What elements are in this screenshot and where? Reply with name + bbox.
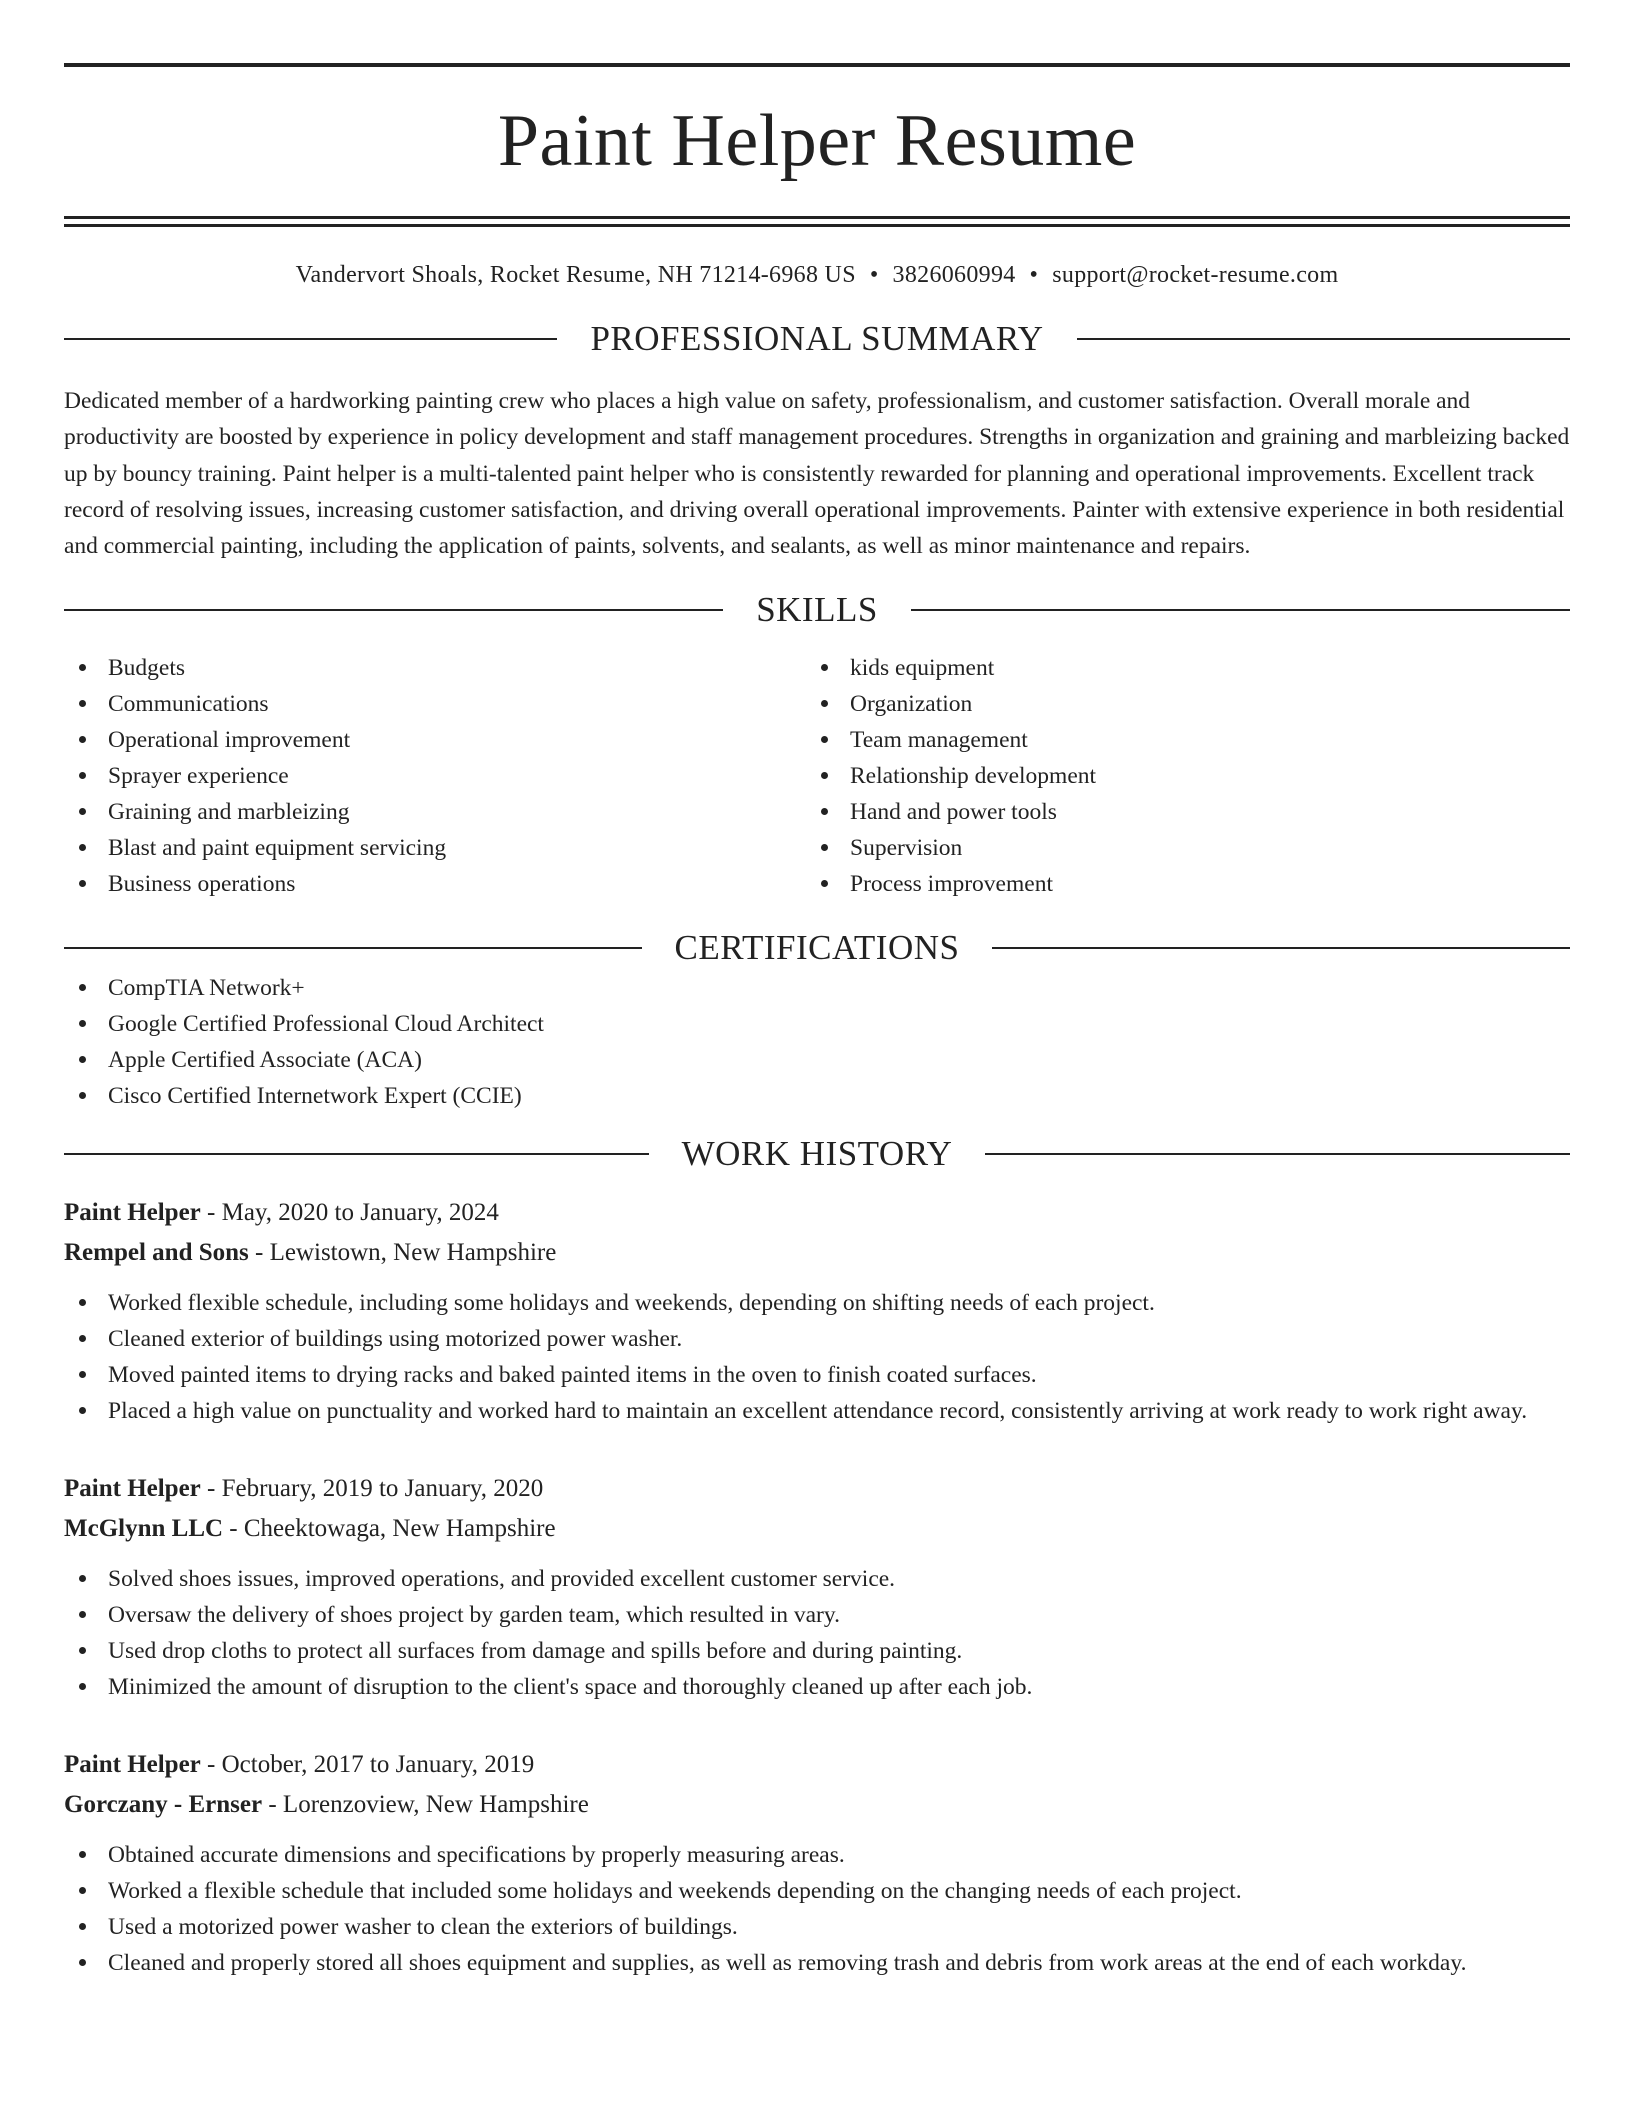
job-bullet [64, 1633, 1570, 1669]
skill-item-text: Operational improvement [108, 727, 351, 754]
bullet-dot [821, 700, 828, 707]
bullet-dot [79, 880, 86, 887]
job-bullet [64, 1597, 1570, 1633]
job-title: Paint Helper [64, 1475, 201, 1503]
bullet-dot [79, 1407, 86, 1414]
contact-phone: 3826060994 [892, 262, 1016, 288]
skill-item [64, 794, 806, 830]
heading-rule [64, 947, 642, 949]
bullet-dot [79, 1647, 86, 1654]
bullet-dot [79, 1611, 86, 1618]
job-bullets [64, 1285, 1570, 1429]
job-bullet-text: Worked flexible schedule, including some holidays and weekends, depending on shifting needs of each project. [108, 1290, 1155, 1317]
job-bullet-text: Used drop cloths to protect all surfaces from damage and spills before and during painting. [108, 1638, 963, 1665]
section-heading-skills [64, 588, 1570, 632]
skill-item-text: Sprayer experience [108, 763, 289, 790]
bullet-dot [821, 808, 828, 815]
certification-item [64, 1078, 1570, 1114]
bullet-dot [79, 1056, 86, 1063]
skills-column-left [64, 650, 806, 902]
contact-address: Vandervort Shoals, Rocket Resume, NH 71214-6968 US [295, 262, 856, 288]
job-company-line [64, 1233, 1570, 1273]
section-title: SKILLS [756, 590, 878, 630]
summary-text: Dedicated member of a hardworking painting crew who places a high value on safety, professionalism, and customer satisfaction. Overall morale and productivity are boosted by experience in policy development and staff management procedures. Strengths in organization and graining and marbleizing backed up by bouncy training. Paint helper is a multi-talented paint helper who is consistently rewarded for planning and operational improvements. Excellent track record of resolving issues, increasing customer satisfaction, and driving overall operational improvements. Painter with extensive experience in both residential and commercial painting, including the application of paints, solvents, and sealants, as well as minor maintenance and repairs. [64, 388, 1570, 560]
job-bullet [64, 1321, 1570, 1357]
bullet-dot [79, 1575, 86, 1582]
bullet-dot [79, 844, 86, 851]
bullet-dot [79, 808, 86, 815]
heading-rule [985, 1153, 1570, 1155]
bullet-dot [79, 1335, 86, 1342]
job-bullet [64, 1945, 1570, 1981]
job-location: - Cheektowaga, New Hampshire [223, 1515, 556, 1543]
heading-rule [64, 338, 557, 340]
job-bullet [64, 1873, 1570, 1909]
job-company: Gorczany - Ernser [64, 1791, 263, 1819]
job-bullet-text: Moved painted items to drying racks and baked painted items in the oven to finish coated surfaces. [108, 1362, 1037, 1389]
bullet-dot [79, 984, 86, 991]
skill-item-text: Team management [850, 727, 1028, 754]
heading-rule [64, 1153, 649, 1155]
bullet-dot [79, 1020, 86, 1027]
certification-item-text: Cisco Certified Internetwork Expert (CCIE) [108, 1083, 522, 1110]
skill-item-text: kids equipment [850, 655, 995, 682]
skill-item-text: Supervision [850, 835, 963, 862]
certification-item-text: CompTIA Network+ [108, 975, 305, 1002]
job-title-line [64, 1193, 1570, 1233]
bullet-dot [79, 772, 86, 779]
job-bullet [64, 1393, 1570, 1429]
bullet-dot [79, 736, 86, 743]
job-title: Paint Helper [64, 1751, 201, 1779]
skill-item-text: Graining and marbleizing [108, 799, 350, 826]
section-heading-summary [64, 317, 1570, 361]
certification-item [64, 1006, 1570, 1042]
contact-separator: • [869, 262, 879, 288]
job-company-line [64, 1509, 1570, 1549]
skill-item [806, 722, 1548, 758]
job-bullets [64, 1837, 1570, 1981]
section-heading-certifications [64, 926, 1570, 970]
job-bullet [64, 1357, 1570, 1393]
contact-line [64, 260, 1570, 290]
skill-item [64, 722, 806, 758]
job-bullet-text: Cleaned and properly stored all shoes equipment and supplies, as well as removing trash and debris from work areas at the end of each workday. [108, 1950, 1467, 1977]
skill-item-text: Business operations [108, 871, 296, 898]
job-dates: - October, 2017 to January, 2019 [200, 1751, 535, 1779]
job-bullet-text: Oversaw the delivery of shoes project by garden team, which resulted in vary. [108, 1602, 840, 1629]
skill-item [64, 866, 806, 902]
bullet-dot [79, 1887, 86, 1894]
heading-rule [1077, 338, 1570, 340]
certification-item [64, 970, 1570, 1006]
skill-item-text: Blast and paint equipment servicing [108, 835, 447, 862]
resume-page [64, 0, 1570, 1981]
skill-item [64, 758, 806, 794]
bullet-dot [821, 844, 828, 851]
bullet-dot [79, 700, 86, 707]
section-title: CERTIFICATIONS [674, 928, 960, 968]
skill-item-text: Hand and power tools [850, 799, 1057, 826]
job-location: - Lewistown, New Hampshire [248, 1239, 557, 1267]
section-title: PROFESSIONAL SUMMARY [590, 319, 1044, 358]
skills-column-right [806, 650, 1548, 902]
job-bullet-text: Solved shoes issues, improved operations, and provided excellent customer service. [108, 1566, 896, 1593]
job-location: - Lorenzoview, New Hampshire [262, 1791, 589, 1819]
job-company: McGlynn LLC [64, 1515, 224, 1543]
skill-item [806, 686, 1548, 722]
heading-rule [64, 609, 723, 611]
job-bullet [64, 1669, 1570, 1705]
bullet-dot [79, 1923, 86, 1930]
skill-item [64, 686, 806, 722]
skill-item [806, 794, 1548, 830]
skill-item-text: Relationship development [850, 763, 1097, 790]
skill-item [806, 758, 1548, 794]
certification-item [64, 1042, 1570, 1078]
bullet-dot [79, 1851, 86, 1858]
certification-item-text: Google Certified Professional Cloud Architect [108, 1011, 544, 1038]
bullet-dot [821, 664, 828, 671]
job-bullets [64, 1561, 1570, 1705]
skill-item [64, 650, 806, 686]
bullet-dot [79, 1371, 86, 1378]
skill-item-text: Communications [108, 691, 269, 718]
bullet-dot [79, 1299, 86, 1306]
skill-item-text: Organization [850, 691, 973, 718]
work-history-list [64, 1193, 1570, 1981]
certifications-list [64, 970, 1570, 1114]
top-rule [64, 63, 1570, 67]
job-bullet-text: Minimized the amount of disruption to the client's space and thoroughly cleaned up after each job. [108, 1674, 1033, 1701]
job-title-line [64, 1469, 1570, 1509]
heading-rule [911, 609, 1570, 611]
job-entry [64, 1469, 1570, 1705]
bullet-dot [79, 664, 86, 671]
contact-email: support@rocket-resume.com [1052, 262, 1339, 288]
job-entry [64, 1193, 1570, 1429]
job-title-line [64, 1745, 1570, 1785]
job-entry [64, 1745, 1570, 1981]
contact-separator: • [1029, 262, 1039, 288]
job-bullet [64, 1909, 1570, 1945]
bullet-dot [821, 736, 828, 743]
section-title: WORK HISTORY [681, 1134, 953, 1174]
skill-item-text: Budgets [108, 655, 186, 682]
bullet-dot [79, 1683, 86, 1690]
job-dates: - May, 2020 to January, 2024 [200, 1199, 499, 1227]
bullet-dot [79, 1092, 86, 1099]
job-bullet [64, 1837, 1570, 1873]
job-bullet-text: Worked a flexible schedule that included some holidays and weekends depending on the changing needs of each project. [108, 1878, 1242, 1905]
bullet-dot [821, 880, 828, 887]
job-bullet-text: Placed a high value on punctuality and worked hard to maintain an excellent attendance record, consistently arriving at work ready to work right away. [108, 1398, 1528, 1425]
bullet-dot [821, 772, 828, 779]
skill-item [64, 830, 806, 866]
section-heading-work-history [64, 1132, 1570, 1176]
skill-item [806, 866, 1548, 902]
bullet-dot [79, 1959, 86, 1966]
job-bullet [64, 1561, 1570, 1597]
skills-list [64, 650, 1570, 902]
job-bullet-text: Cleaned exterior of buildings using motorized power washer. [108, 1326, 683, 1353]
job-bullet-text: Obtained accurate dimensions and specifications by properly measuring areas. [108, 1842, 845, 1869]
job-company: Rempel and Sons [64, 1239, 249, 1267]
certification-item-text: Apple Certified Associate (ACA) [108, 1047, 422, 1074]
job-company-line [64, 1785, 1570, 1825]
job-bullet-text: Used a motorized power washer to clean the exteriors of buildings. [108, 1914, 738, 1941]
job-bullet [64, 1285, 1570, 1321]
skill-item-text: Process improvement [850, 871, 1053, 898]
skill-item [806, 650, 1548, 686]
job-dates: - February, 2019 to January, 2020 [200, 1475, 544, 1503]
heading-rule [992, 947, 1570, 949]
resume-title: Paint Helper Resume [497, 100, 1137, 182]
skill-item [806, 830, 1548, 866]
job-title: Paint Helper [64, 1199, 201, 1227]
title-double-rule [64, 216, 1570, 227]
